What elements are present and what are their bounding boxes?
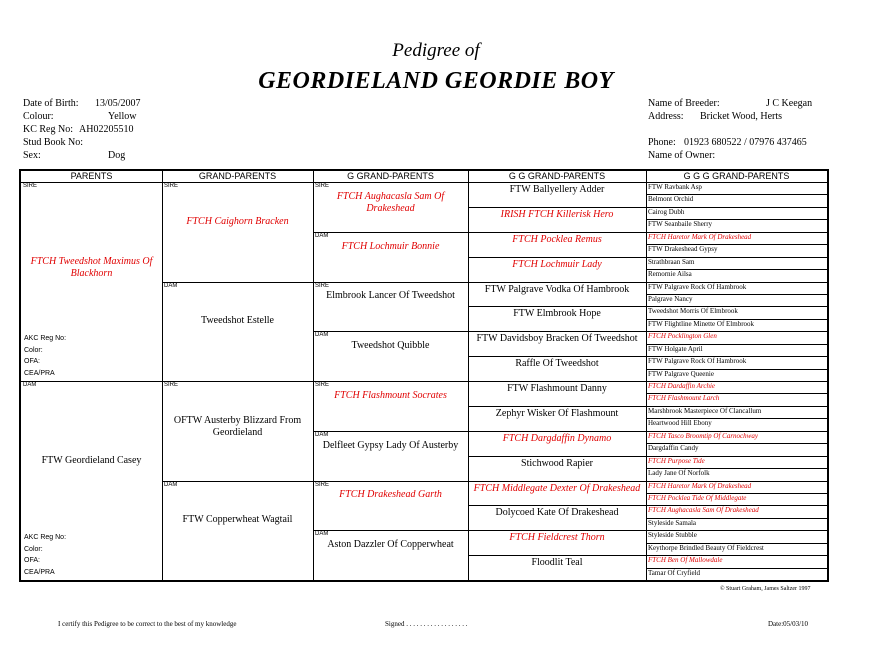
ancestor-name: FTW Palgrave Rock Of Hambrook [648, 282, 747, 291]
kc-label: KC Reg No: [23, 124, 73, 135]
akc-field-cea: CEA/PRA [24, 568, 55, 576]
ancestor-name: Dargdaffin Candy [648, 444, 699, 453]
ancestor-name: FTCH Flashmount Larch [648, 394, 720, 403]
dob-label: Date of Birth: [23, 98, 79, 109]
role-label-dam: DAM [164, 481, 178, 488]
role-label-dam: DAM [23, 382, 37, 388]
row-divider [468, 530, 646, 531]
ancestor-name: Aston Dazzler Of Copperwheat [327, 539, 454, 551]
ancestor-name: FTCH Haretor Mark Of Drakeshead [648, 481, 752, 490]
title-pedigree-of: Pedigree of [392, 40, 480, 61]
ancestor-name: FTW Palgrave Rock Of Hambrook [648, 357, 747, 366]
ancestor-name: FTW Flightline Minette Of Elmbrook [648, 319, 755, 328]
ancestor-name: FTW Davidsboy Bracken Of Tweedshot [476, 333, 638, 345]
akc-field-ofa: OFA: [24, 557, 40, 564]
ancestor-name: OFTW Austerby Blizzard From Geordieland [173, 414, 302, 438]
breeder-details [648, 97, 863, 162]
ancestor-name: Raffle Of Tweedshot [515, 358, 599, 370]
ancestor-name: FTCH Dargdaffin Dynamo [502, 432, 612, 444]
ancestor-name: FTW Copperwheat Wagtail [182, 514, 293, 526]
row-divider [21, 381, 162, 382]
certify-text: I certify this Pedigree to be correct to the best of my knowledge [58, 620, 237, 628]
pedigree-table [19, 169, 829, 582]
stud-label: Stud Book No: [23, 137, 84, 148]
ancestor-name: Dolycoed Kate Of Drakeshead [495, 507, 619, 519]
ancestor-name: FTCH Dardaffin Archie [648, 382, 716, 390]
ancestor-name: FTW Seanbaile Sherry [648, 220, 713, 229]
akc-field-color: Color: [24, 545, 43, 553]
row-divider [313, 282, 468, 283]
role-label-sire: SIRE [23, 183, 38, 189]
column-header-ggg: G G GRAND-PARENTS [468, 171, 646, 183]
ancestor-name: FTW Ravbank Asp [648, 183, 702, 191]
row-divider [468, 306, 646, 307]
row-divider [468, 282, 646, 283]
ancestor-name: FTW Ballyellery Adder [509, 184, 605, 195]
colour-value: Yellow [108, 111, 137, 122]
ancestor-name: FTW Holgate April [648, 344, 703, 353]
column-header-parents: PARENTS [21, 171, 162, 183]
ancestor-name: FTCH Pocklea Tide Of Middlegate [648, 493, 747, 502]
ancestor-name: FTCH Ben Of Mallowdale [648, 556, 723, 565]
ancestor-name: FTW Palgrave Vodka Of Hambrook [484, 283, 630, 295]
column-header-gggg: G G G GRAND-PARENTS [646, 171, 827, 183]
address-label: Address: [648, 111, 684, 122]
role-label-dam: DAM [315, 232, 329, 239]
role-label-dam: DAM [315, 531, 329, 538]
colour-label: Colour: [23, 111, 54, 122]
row-divider [468, 232, 646, 233]
ancestor-name: FTW Palgrave Queenie [648, 369, 714, 378]
ancestor-name: FTW Elmbrook Hope [513, 308, 601, 320]
dog-name-title: GEORDIELAND GEORDIE BOY [258, 68, 614, 94]
row-divider [468, 456, 646, 457]
owner-label: Name of Owner: [648, 150, 716, 161]
row-divider [468, 406, 646, 407]
ancestor-name: FTCH Middlegate Dexter Of Drakeshead [473, 482, 641, 494]
dob-value: 13/05/2007 [95, 98, 141, 109]
signed-line: Signed . . . . . . . . . . . . . . . . . . [385, 620, 468, 628]
row-divider [468, 505, 646, 506]
role-label-sire: SIRE [164, 382, 179, 388]
row-divider [313, 481, 468, 482]
ancestor-name: FTCH Drakeshead Garth [339, 489, 442, 501]
ancestor-name: Heartwood Hill Ebony [648, 419, 712, 428]
ancestor-name: FTCH Haretor Mark Of Drakeshead [648, 232, 752, 241]
row-divider [468, 381, 646, 382]
row-divider [468, 257, 646, 258]
ancestor-name: FTCH Caighorn Bracken [186, 215, 289, 227]
role-label-dam: DAM [315, 431, 329, 438]
row-divider [313, 331, 468, 332]
ancestor-name: FTCH Pocklington Glen [648, 332, 717, 341]
role-label-sire: SIRE [315, 382, 330, 388]
ancestor-name: FTCH Purpose Tide [648, 456, 705, 465]
role-label-sire: SIRE [315, 481, 330, 488]
ancestor-name: FTCH Pocklea Remus [512, 233, 602, 245]
role-label-dam: DAM [315, 332, 329, 339]
ancestor-name: FTCH Fieldcrest Thorn [509, 532, 605, 544]
row-divider [313, 530, 468, 531]
ancestor-name: FTW Geordieland Casey [41, 454, 142, 466]
row-divider [468, 431, 646, 432]
ancestor-name: Palgrave Nancy [648, 294, 693, 303]
breeder-value: J C Keegan [766, 98, 813, 109]
dog-details [23, 97, 283, 162]
akc-field-akc: AKC Reg No: [24, 335, 67, 342]
row-divider [162, 481, 313, 482]
akc-field-ofa: OFA: [24, 358, 40, 365]
row-divider [313, 431, 468, 432]
row-divider [468, 207, 646, 208]
akc-field-akc: AKC Reg No: [24, 534, 67, 541]
akc-field-cea: CEA/PRA [24, 369, 55, 377]
row-divider [468, 481, 646, 482]
role-label-sire: SIRE [315, 183, 330, 189]
ancestor-name: Belmont Orchid [648, 195, 694, 204]
kc-value: AH02205510 [79, 124, 134, 135]
sex-label: Sex: [23, 150, 41, 161]
ancestor-name: Tweedshot Estelle [201, 315, 274, 327]
ancestor-name: FTCH Flashmount Socrates [334, 389, 447, 401]
ancestor-name: Tamar Of Cryfield [648, 568, 700, 577]
ancestor-name: FTCH Aughacasla Sam Of Drakeshead [648, 506, 759, 515]
column-header-gg: G GRAND-PARENTS [313, 171, 468, 183]
ancestor-name: FTCH Tweedshot Maximus Of Blackhorn [30, 255, 153, 279]
ancestor-name: Lady Jane Of Norfolk [648, 469, 710, 478]
row-divider [468, 331, 646, 332]
column-header-grand: GRAND-PARENTS [162, 171, 313, 183]
date-text: Date:05/03/10 [768, 620, 809, 628]
phone-label: Phone: [648, 137, 676, 148]
row-divider [313, 381, 468, 382]
row-divider [468, 555, 646, 556]
ancestor-name: Styleside Stubble [648, 531, 697, 540]
role-label-dam: DAM [164, 282, 178, 289]
row-divider [162, 282, 313, 283]
role-label-sire: SIRE [164, 183, 179, 189]
ancestor-name: IRISH FTCH Killerisk Hero [500, 208, 614, 220]
ancestor-name: FTW Drakeshead Gypsy [648, 245, 718, 254]
ancestor-name: FTCH Lochmuir Lady [512, 258, 602, 270]
ancestor-name: Strathbraan Sam [648, 257, 695, 266]
ancestor-name: Marshbrook Masterpiece Of Clancallum [648, 406, 762, 415]
role-label-sire: SIRE [315, 282, 330, 289]
breeder-label: Name of Breeder: [648, 98, 720, 109]
ancestor-name: Cairog Dubh [648, 207, 685, 216]
copyright-note: © Stuart Graham, James Saltzer 1997 [720, 586, 811, 592]
ancestor-name: Elmbrook Lancer Of Tweedshot [326, 290, 455, 302]
ancestor-name: Zephyr Wisker Of Flashmount [495, 407, 619, 419]
ancestor-name: FTCH Tasco Broomtip Of Carnochway [648, 431, 758, 440]
ancestor-name: FTW Flashmount Danny [507, 383, 607, 394]
ancestor-name: Remornie Ailsa [648, 270, 692, 279]
akc-field-color: Color: [24, 346, 43, 354]
ancestor-name: Floodlit Teal [531, 557, 583, 569]
ancestor-name: Tweedshot Quibble [351, 340, 430, 352]
ancestor-name: Delfleet Gypsy Lady Of Austerby [322, 439, 459, 451]
ancestor-name: Stichwood Rapier [521, 457, 593, 469]
row-divider [313, 232, 468, 233]
ancestor-name: Styleside Samala [648, 518, 697, 527]
ancestor-name: Tweedshot Morris Of Elmbrook [648, 307, 738, 316]
ancestor-name: Keythorpe Brindled Beauty Of Fieldcrest [648, 543, 764, 552]
ancestor-name: FTCH Lochmuir Bonnie [341, 240, 440, 252]
row-divider [468, 356, 646, 357]
row-divider [162, 381, 313, 382]
phone-value: 01923 680522 / 07976 437465 [684, 137, 807, 148]
sex-value: Dog [108, 150, 126, 161]
address-value: Bricket Wood, Herts [700, 111, 783, 122]
ancestor-name: FTCH Aughacasla Sam Of Drakeshead [336, 190, 445, 214]
